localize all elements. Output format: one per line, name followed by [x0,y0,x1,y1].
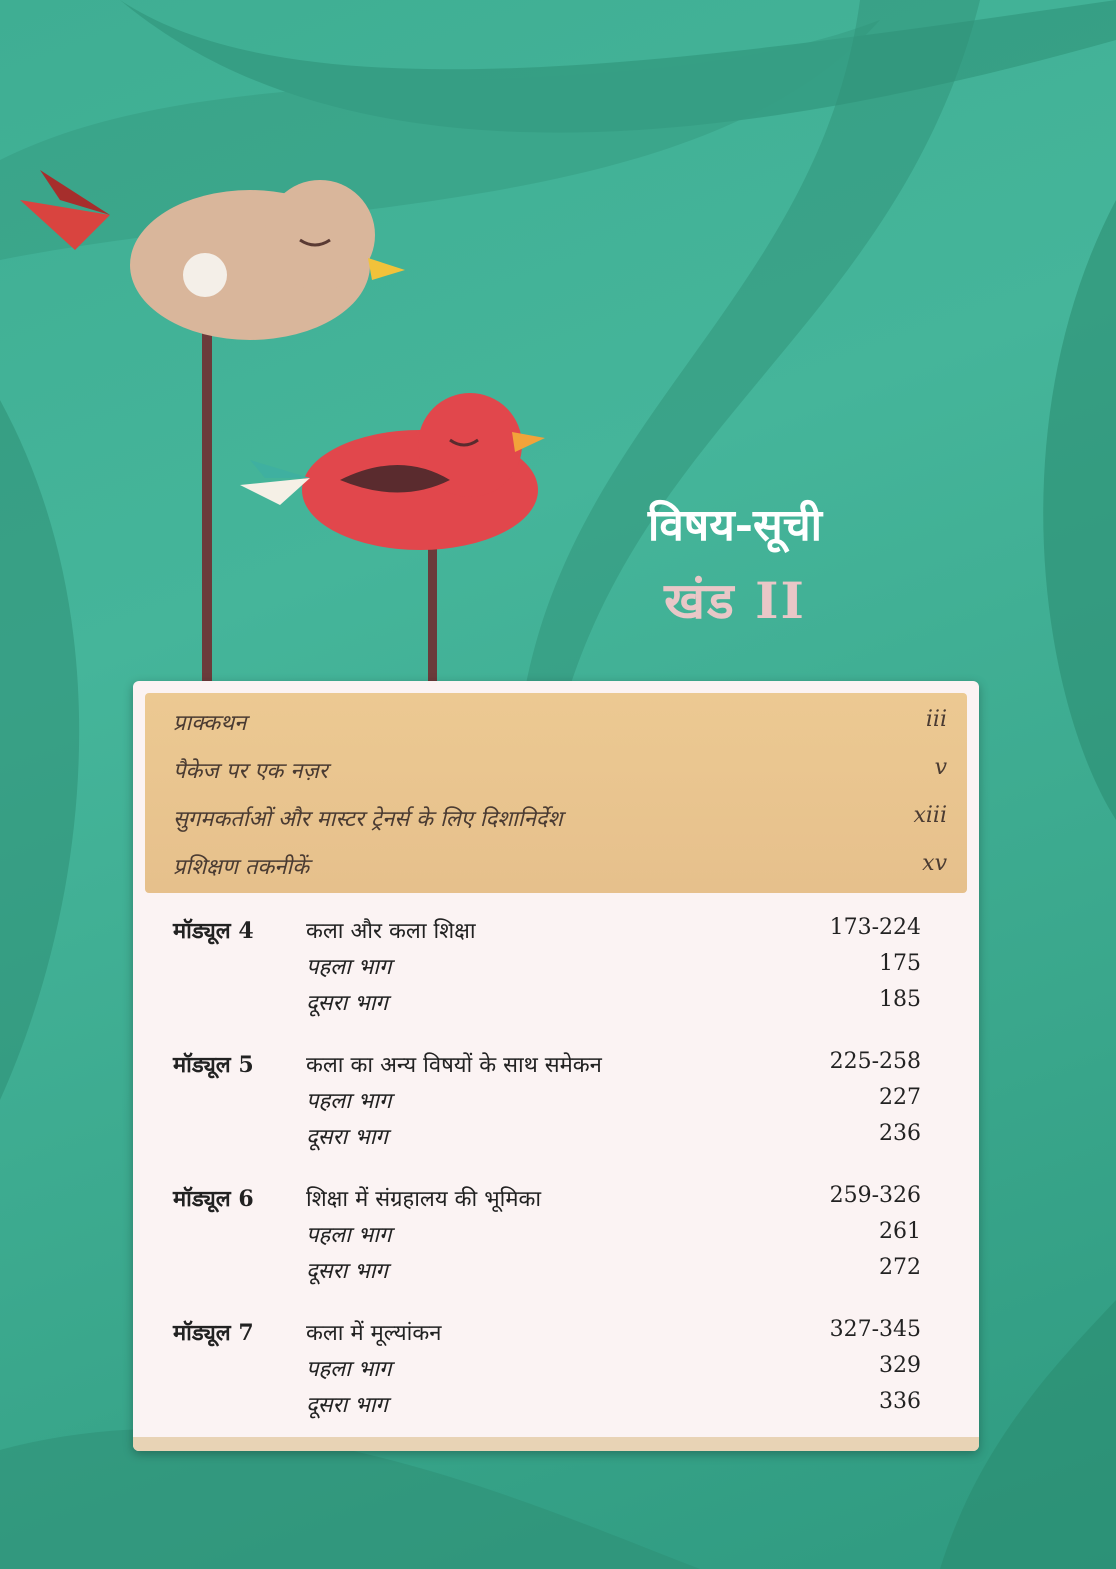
module-page-range: 327-345 [829,1317,921,1342]
part-line [306,1353,921,1389]
part-line [306,1219,921,1255]
leaf-swirl [1043,200,1116,820]
part-line [306,951,921,987]
tan-bird-illustration [20,170,405,685]
front-matter-band [145,693,967,893]
part-label: दूसरा भाग [306,1125,388,1150]
part-page: 329 [879,1353,921,1378]
module-name: मॉड्यूल 7 [173,1320,254,1346]
part-line [306,987,921,1023]
module-title-line [306,915,921,951]
part-label: पहला भाग [306,955,392,980]
toc-entry [173,803,947,837]
part-line [306,1255,921,1291]
part-page: 261 [879,1219,921,1244]
table-of-contents [133,681,979,1451]
part-page: 227 [879,1085,921,1110]
leaf-swirl [0,400,79,1100]
entry-label: प्रशिक्षण तकनीकें [173,855,310,880]
module-name: मॉड्यूल 5 [173,1052,254,1078]
entry-label: सुगमकर्ताओं और मास्टर ट्रेनर्स के लिए दिशानिर्देश [173,807,563,832]
entry-page: xiii [913,803,947,828]
red-bird-illustration [240,393,545,685]
part-line [306,1389,921,1425]
module-title-line [306,1317,921,1353]
part-page: 236 [879,1121,921,1146]
module-name: मॉड्यूल 4 [173,918,254,944]
part-label: पहला भाग [306,1357,392,1382]
entry-page: iii [925,707,947,732]
part-label: दूसरा भाग [306,1393,388,1418]
entry-label: पैकेज पर एक नज़र [173,759,328,784]
module-title: कला का अन्य विषयों के साथ समेकन [306,1053,602,1078]
entry-page: xv [922,851,947,876]
leaf-swirl [0,20,880,260]
module-title: शिक्षा में संग्रहालय की भूमिका [306,1187,542,1212]
part-label: पहला भाग [306,1089,392,1114]
module-title: कला और कला शिक्षा [306,919,476,944]
module-page-range: 259-326 [829,1183,921,1208]
module-page-range: 225-258 [829,1049,921,1074]
module-title-line [306,1049,921,1085]
toc-entry [173,707,947,741]
part-line [306,1085,921,1121]
part-page: 185 [879,987,921,1012]
page-title: विषय-सूची [647,500,823,551]
volume-subtitle: खंड II [664,571,806,630]
part-line [306,1121,921,1157]
part-label: दूसरा भाग [306,991,388,1016]
module-title-line [306,1183,921,1219]
entry-label: प्राक्कथन [173,711,247,736]
toc-entry [173,851,947,885]
toc-entry [173,755,947,789]
entry-page: v [934,755,947,780]
part-label: पहला भाग [306,1223,392,1248]
module-name: मॉड्यूल 6 [173,1186,254,1212]
part-label: दूसरा भाग [306,1259,388,1284]
part-page: 336 [879,1389,921,1414]
part-page: 175 [879,951,921,976]
part-page: 272 [879,1255,921,1280]
module-page-range: 173-224 [829,915,921,940]
module-title: कला में मूल्यांकन [306,1321,442,1346]
